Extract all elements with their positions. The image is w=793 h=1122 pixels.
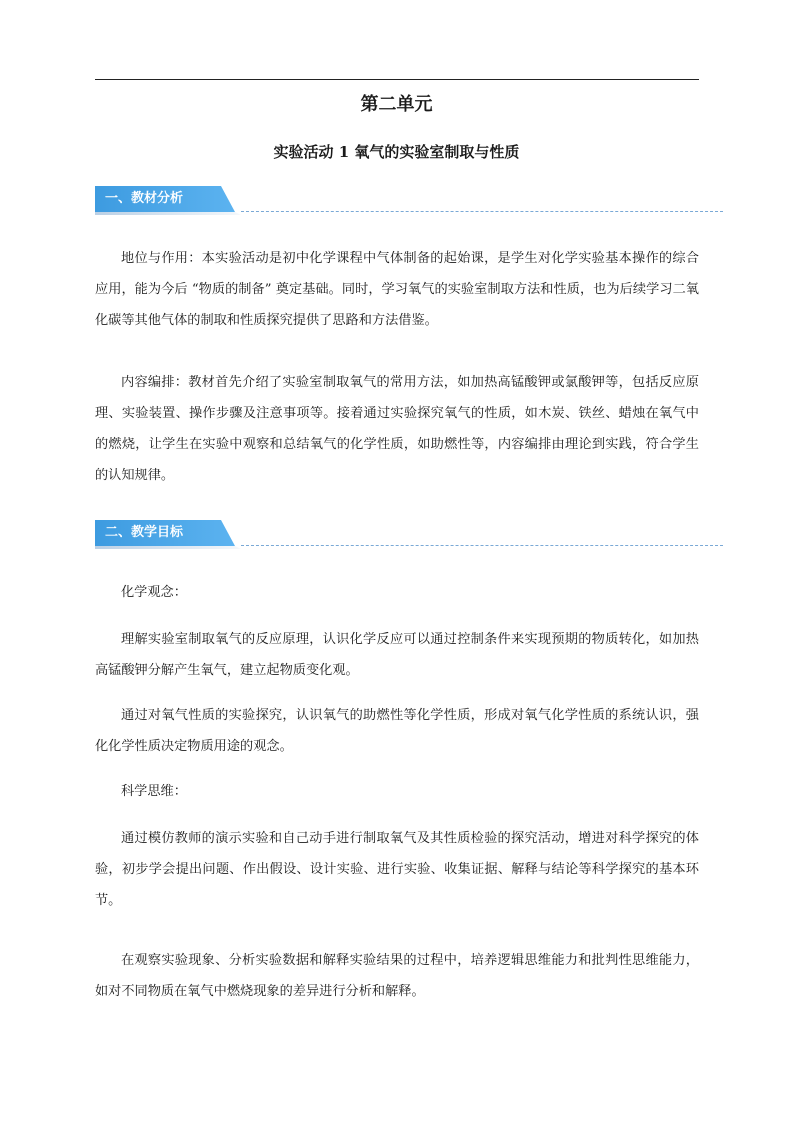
paragraph-content-arrangement: 内容编排：教材首先介绍了实验室制取氧气的常用方法，如加热高锰酸钾或氯酸钾等，包括反应原理、实验装置、操作步骤及注意事项等。接着通过实验探究氧气的性质，如木炭、铁丝、蜡烛在氧气中的燃烧，让学生在实验中观察和总结氧气的化学性质，如助燃性等，内容编排由理论到实践，符合学生的认知规律。 [95, 375, 699, 483]
paragraph-scientific-thinking-heading: 科学思维： [121, 784, 187, 799]
header-rule [95, 79, 699, 80]
paragraph-thinking-logic: 在观察实验现象、分析实验数据和解释实验结果的过程中，培养逻辑思维能力和批判性思维能力，如对不同物质在氧气中燃烧现象的差异进行分析和解释。 [95, 953, 699, 999]
section-header-textbook-analysis [95, 186, 723, 218]
paragraph-concept-reaction: 理解实验室制取氧气的反应原理，认识化学反应可以通过控制条件来实现预期的物质转化，如加热高锰酸钾分解产生氧气，建立起物质变化观。 [95, 632, 699, 678]
section-tab-shadow [95, 546, 241, 549]
paragraph-concept-properties: 通过对氧气性质的实验探究，认识氧气的助燃性等化学性质，形成对氧气化学性质的系统认识，强化化学性质决定物质用途的观念。 [95, 708, 699, 754]
section-label: 二、教学目标 [105, 525, 184, 540]
paragraph-chemistry-concept-heading: 化学观念： [121, 585, 187, 600]
section-label: 一、教材分析 [105, 191, 184, 206]
paragraph-thinking-inquiry: 通过模仿教师的演示实验和自己动手进行制取氧气及其性质检验的探究活动，增进对科学探究的体验，初步学会提出问题、作出假设、设计实验、进行实验、收集证据、解释与结论等科学探究的基本环节。 [95, 831, 699, 908]
section-header-teaching-goals [95, 520, 723, 552]
section-dashed-divider [241, 545, 723, 546]
page-title: 第二单元 [360, 94, 433, 115]
page-subtitle: 实验活动 1 氧气的实验室制取与性质 [273, 143, 520, 161]
section-dashed-divider [241, 211, 723, 212]
section-tab-shadow [95, 212, 241, 215]
paragraph-role: 地位与作用：本实验活动是初中化学课程中气体制备的起始课，是学生对化学实验基本操作的综合应用，能为今后 “物质的制备” 奠定基础。同时，学习氧气的实验室制取方法和性质，也为后续学习二氧化碳等其他气体的制取和性质探究提供了思路和方法借鉴。 [95, 251, 699, 328]
